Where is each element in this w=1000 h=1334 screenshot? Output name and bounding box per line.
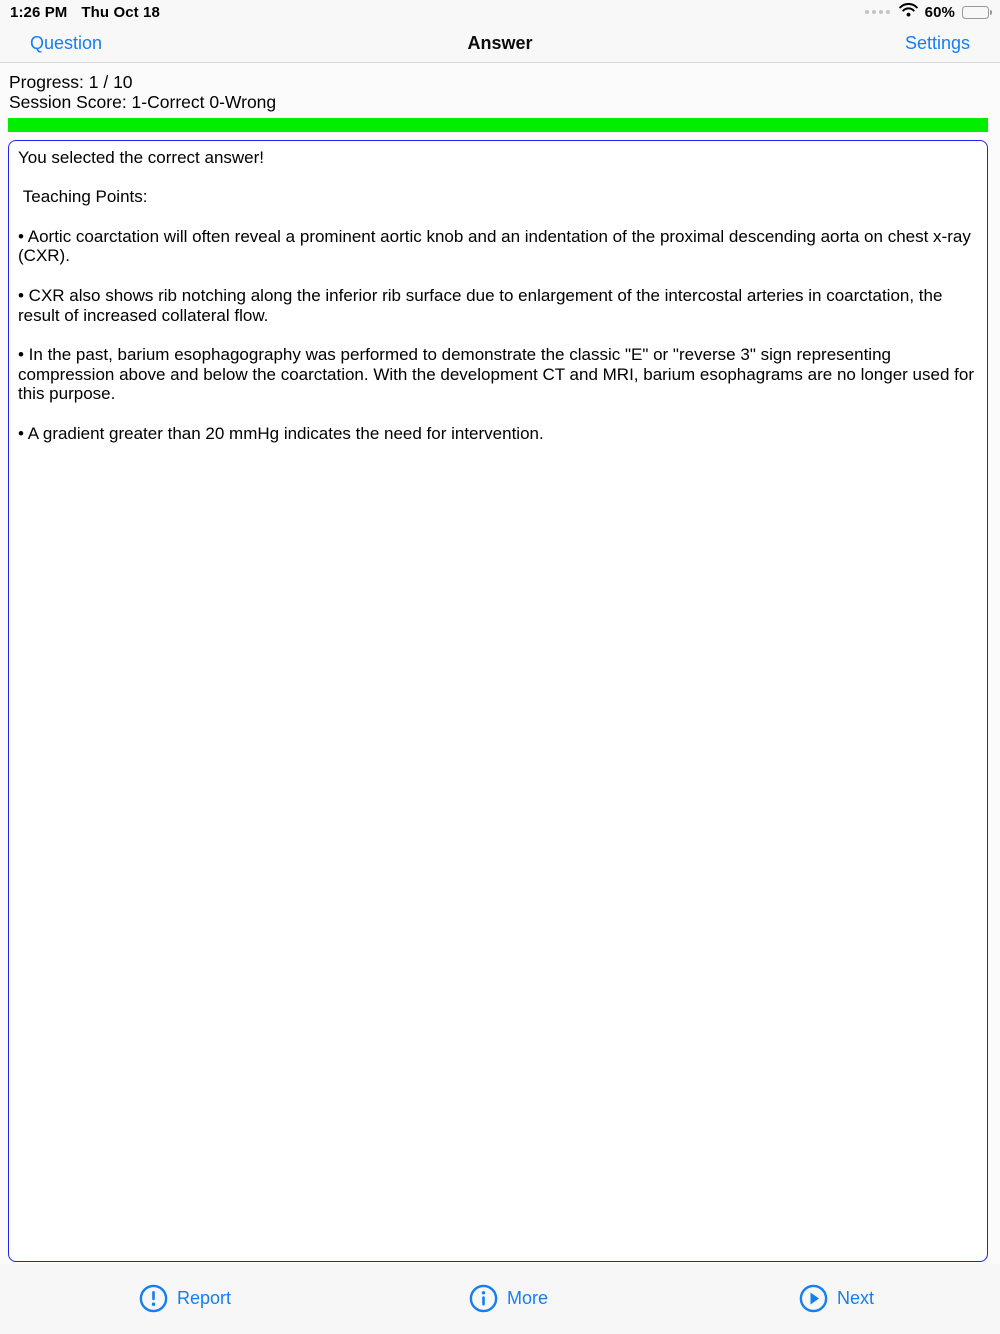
status-left — [10, 4, 160, 21]
teaching-point: • CXR also shows rib notching along the inferior rib surface due to enlargement of the intercostal arteries in coarctation, the result of increased collateral flow. — [18, 285, 948, 325]
answer-text-view — [8, 140, 988, 1262]
more-button-label: More — [507, 1287, 549, 1308]
progress-section — [9, 72, 988, 112]
progress-bar-fill — [8, 118, 988, 132]
status-right — [865, 3, 992, 21]
progress-bar — [8, 118, 988, 132]
header — [0, 0, 1000, 63]
status-time: 1:26 PM — [10, 3, 68, 21]
teaching-point: • In the past, barium esophagography was performed to demonstrate the classic "E" or "reverse 3" sign representing compression above and below the coarctation. With the development CT and MRI, barium esophagrams are no longer used for this purpose. — [18, 344, 979, 404]
more-button[interactable] — [469, 1284, 548, 1313]
next-button-label: Next — [837, 1287, 875, 1308]
progress-label: Progress: 1 / 10 — [9, 72, 133, 92]
status-date: Thu Oct 18 — [81, 3, 160, 21]
session-score-label: Session Score: 1-Correct 0-Wrong — [9, 92, 277, 112]
bottom-toolbar — [0, 1264, 1000, 1334]
cellular-dots-icon — [865, 10, 890, 14]
teaching-point: • A gradient greater than 20 mmHg indicates the need for intervention. — [18, 423, 544, 443]
report-button-label: Report — [177, 1287, 232, 1308]
next-button[interactable] — [799, 1284, 874, 1313]
nav-bar — [0, 24, 1000, 62]
play-circle-icon — [799, 1284, 828, 1313]
battery-percent: 60% — [924, 3, 955, 21]
settings-button[interactable]: Settings — [904, 32, 970, 53]
info-circle-icon — [469, 1284, 498, 1313]
teaching-points-header: Teaching Points: — [18, 187, 148, 207]
result-message: You selected the correct answer! — [18, 148, 265, 167]
report-button[interactable] — [139, 1284, 231, 1313]
battery-icon — [962, 6, 989, 19]
wifi-icon — [899, 3, 918, 21]
teaching-point: • Aortic coarctation will often reveal a prominent aortic knob and an indentation of the proximal descending aorta on chest x-ray (CXR). — [18, 226, 976, 266]
exclamation-circle-icon — [139, 1284, 168, 1313]
question-button[interactable]: Question — [30, 32, 103, 53]
page-title: Answer — [467, 32, 533, 53]
status-bar — [0, 0, 1000, 24]
